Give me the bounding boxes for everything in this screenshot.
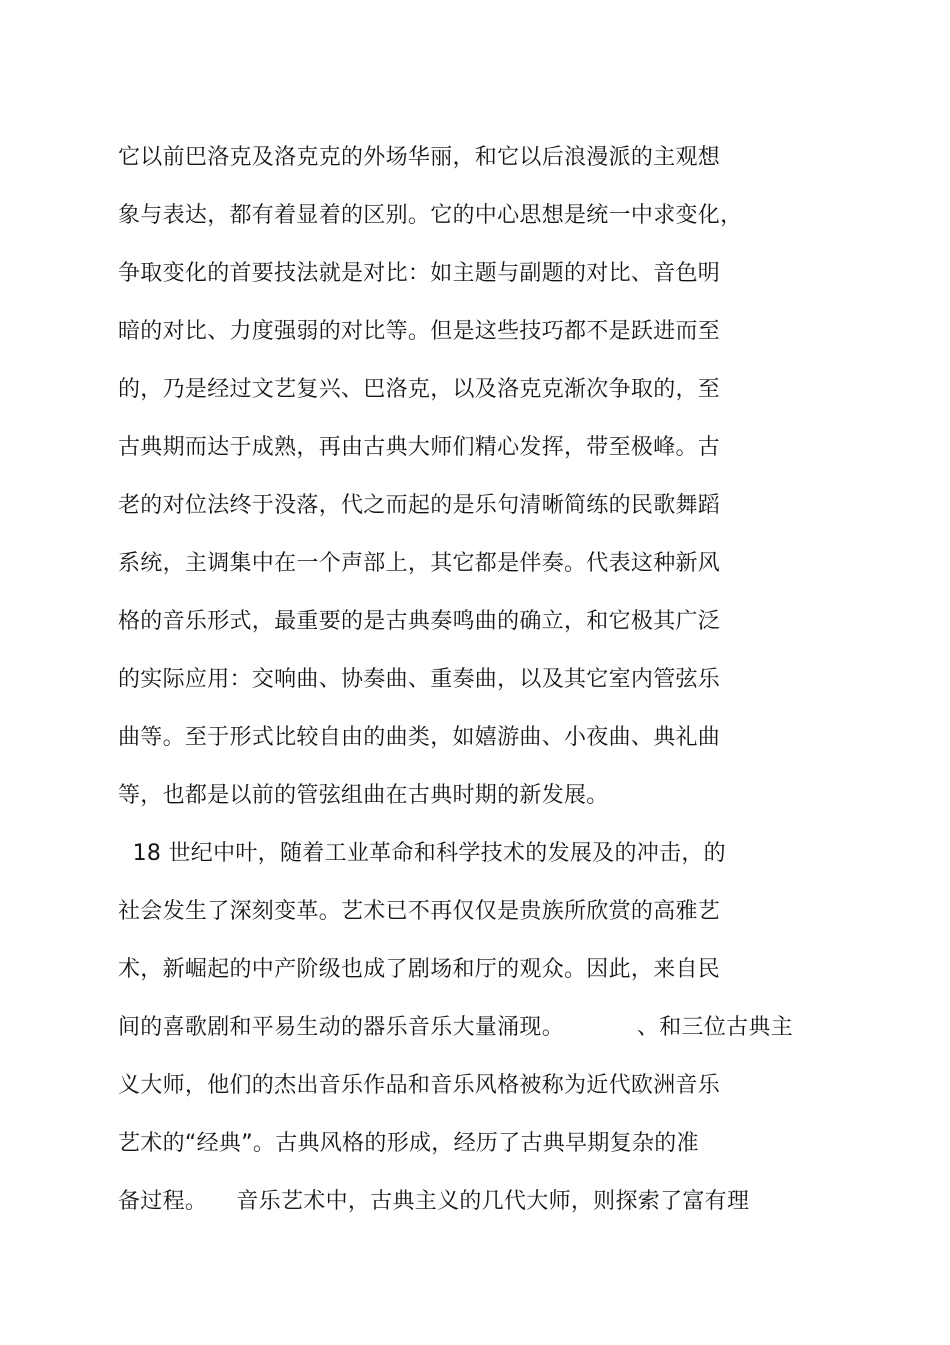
text-line-3: 争取变化的首要技法就是对比：如主题与副题的对比、音色明 — [118, 261, 721, 286]
text-line-13: 18 世纪中叶，随着工业革命和科学技术的发展及的冲击，的 — [118, 841, 726, 866]
text-line-8: 系统，主调集中在一个声部上，其它都是伴奏。代表这种新风 — [118, 551, 721, 576]
text-line-10: 的实际应用：交响曲、协奏曲、重奏曲，以及其它室内管弦乐 — [118, 667, 721, 692]
text-line-5: 的，乃是经过文艺复兴、巴洛克，以及洛克克渐次争取的，至 — [118, 377, 721, 402]
text-line-7: 老的对位法终于没落，代之而起的是乐句清晰简练的民歌舞蹈 — [118, 493, 721, 518]
text-line-16: 间的喜歌剧和平易生动的器乐音乐大量涌现。 、和三位古典主 — [118, 1015, 794, 1040]
text-line-11: 曲等。至于形式比较自由的曲类，如嬉游曲、小夜曲、典礼曲 — [118, 725, 721, 750]
text-line-2: 象与表达，都有着显着的区别。它的中心思想是统一中求变化， — [118, 203, 743, 228]
text-line-19: 备过程。 音乐艺术中，古典主义的几代大师，则探索了富有理 — [118, 1189, 750, 1214]
text-line-4: 暗的对比、力度强弱的对比等。但是这些技巧都不是跃进而至 — [118, 319, 721, 344]
text-line-1: 它以前巴洛克及洛克克的外场华丽，和它以后浪漫派的主观想 — [118, 145, 721, 170]
text-line-6: 古典期而达于成熟，再由古典大师们精心发挥，带至极峰。古 — [118, 435, 721, 460]
text-line-17: 义大师，他们的杰出音乐作品和音乐风格被称为近代欧洲音乐 — [118, 1073, 721, 1098]
text-line-15: 术，新崛起的中产阶级也成了剧场和厅的观众。因此，来自民 — [118, 957, 721, 982]
text-line-9: 格的音乐形式，最重要的是古典奏鸣曲的确立，和它极其广泛 — [118, 609, 721, 634]
text-line-14: 社会发生了深刻变革。艺术已不再仅仅是贵族所欣赏的高雅艺 — [118, 899, 721, 924]
text-line-18: 艺术的“经典”。古典风格的形成，经历了古典早期复杂的准 — [118, 1131, 699, 1156]
text-line-12: 等，也都是以前的管弦组曲在古典时期的新发展。 — [118, 783, 609, 808]
